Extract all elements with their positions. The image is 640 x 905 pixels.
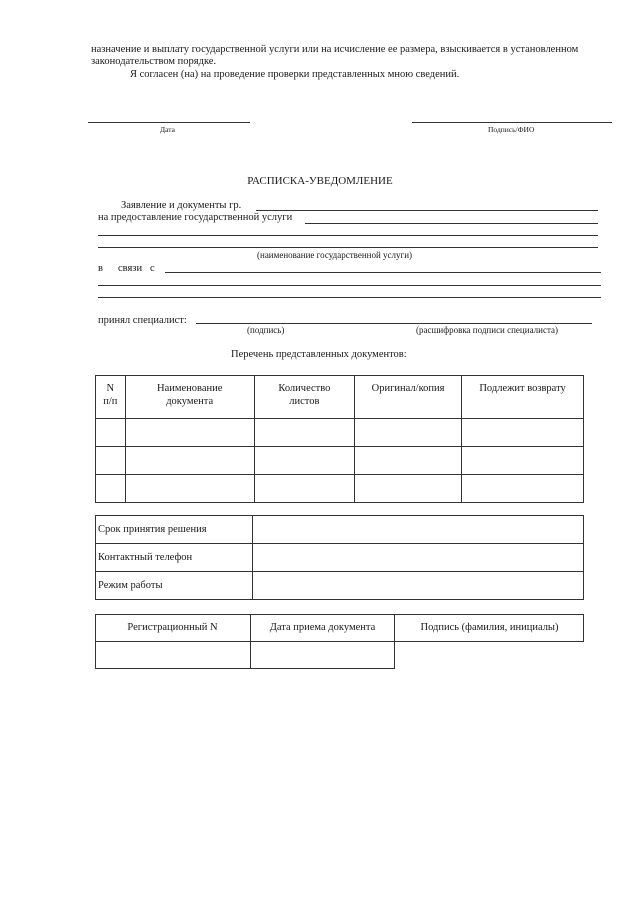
info-table <box>95 515 584 600</box>
cell-number[interactable] <box>96 419 126 447</box>
contact-phone-label: Контактный телефон <box>96 544 253 572</box>
cell-doc-name[interactable] <box>125 447 254 475</box>
service-name-line-3 <box>98 247 598 248</box>
registration-bottom-border <box>95 668 395 669</box>
acceptance-date-header: Дата приема документа <box>269 622 376 633</box>
header-doc-name-text: Наименование документа <box>157 383 223 407</box>
header-original-copy-text: Оригинал/копия <box>371 383 445 394</box>
specialist-signature-line <box>196 323 592 324</box>
info-row-phone <box>96 544 584 572</box>
header-number <box>96 376 126 419</box>
signature-caption: Подпись/ФИО <box>488 125 535 134</box>
header-sheet-count <box>254 376 354 419</box>
header-sheet-count-text: Количество листов <box>278 383 331 407</box>
contact-phone-value[interactable] <box>253 544 584 572</box>
table-row <box>96 419 584 447</box>
cell-original-copy[interactable] <box>355 419 462 447</box>
work-hours-value[interactable] <box>253 572 584 600</box>
service-name-line-2 <box>98 235 598 236</box>
form-title: РАСПИСКА-УВЕДОМЛЕНИЕ <box>247 175 393 187</box>
cell-number[interactable] <box>96 475 126 503</box>
info-row-hours <box>96 572 584 600</box>
cell-sheet-count[interactable] <box>254 447 354 475</box>
signature-line <box>412 122 612 123</box>
cell-sheet-count[interactable] <box>254 419 354 447</box>
consent-text-line-1: назначение и выплату государственной услуги или на исчисление ее размера, взыскивается в установленном <box>91 44 579 55</box>
cell-returnable[interactable] <box>462 447 584 475</box>
documents-caption: Перечень представленных документов: <box>231 349 407 360</box>
cell-doc-name[interactable] <box>125 475 254 503</box>
table-row <box>96 475 584 503</box>
header-returnable-text: Подлежит возврату <box>479 383 566 394</box>
header-returnable <box>462 376 584 419</box>
documents-table-header <box>96 376 584 419</box>
cell-original-copy[interactable] <box>355 447 462 475</box>
reason-line-1 <box>165 272 601 273</box>
cell-number[interactable] <box>96 447 126 475</box>
work-hours-label: Режим работы <box>96 572 253 600</box>
cell-sheet-count[interactable] <box>254 475 354 503</box>
in-connection-c: с <box>150 263 155 274</box>
service-name-line-1 <box>305 223 598 224</box>
date-caption: Дата <box>160 125 175 134</box>
cell-returnable[interactable] <box>462 475 584 503</box>
in-connection-a: в <box>98 263 103 274</box>
registration-number-header: Регистрационный N <box>127 622 218 633</box>
reason-line-2 <box>98 285 601 286</box>
decision-term-value[interactable] <box>253 516 584 544</box>
decode-caption: (расшифровка подписи специалиста) <box>416 325 558 335</box>
statement-label: Заявление и документы гр. <box>121 200 242 211</box>
acceptance-date-cell[interactable] <box>251 642 394 668</box>
table-row <box>96 447 584 475</box>
signature-caption-2: (подпись) <box>247 325 285 335</box>
documents-table <box>95 375 584 503</box>
service-caption: (наименование государственной услуги) <box>257 250 413 260</box>
consent-text-line-3: Я согласен (на) на проведение проверки представленных мною сведений. <box>130 69 460 80</box>
accepted-label: принял специалист: <box>98 315 187 326</box>
decision-term-label: Срок принятия решения <box>96 516 253 544</box>
cell-doc-name[interactable] <box>125 419 254 447</box>
applicant-name-line <box>256 210 598 211</box>
header-doc-name <box>125 376 254 419</box>
cell-returnable[interactable] <box>462 419 584 447</box>
signature-header: Подпись (фамилия, инициалы) <box>420 622 559 633</box>
date-line <box>88 122 250 123</box>
info-row-decision-term <box>96 516 584 544</box>
in-connection-b: связи <box>118 263 143 274</box>
registration-number-cell[interactable] <box>96 642 250 668</box>
header-number-text: N п/п <box>103 383 118 407</box>
cell-original-copy[interactable] <box>355 475 462 503</box>
header-original-copy <box>355 376 462 419</box>
reason-line-3 <box>98 297 601 298</box>
service-label: на предоставление государственной услуги <box>98 212 293 223</box>
consent-text-line-2: законодательством порядке. <box>91 56 217 67</box>
